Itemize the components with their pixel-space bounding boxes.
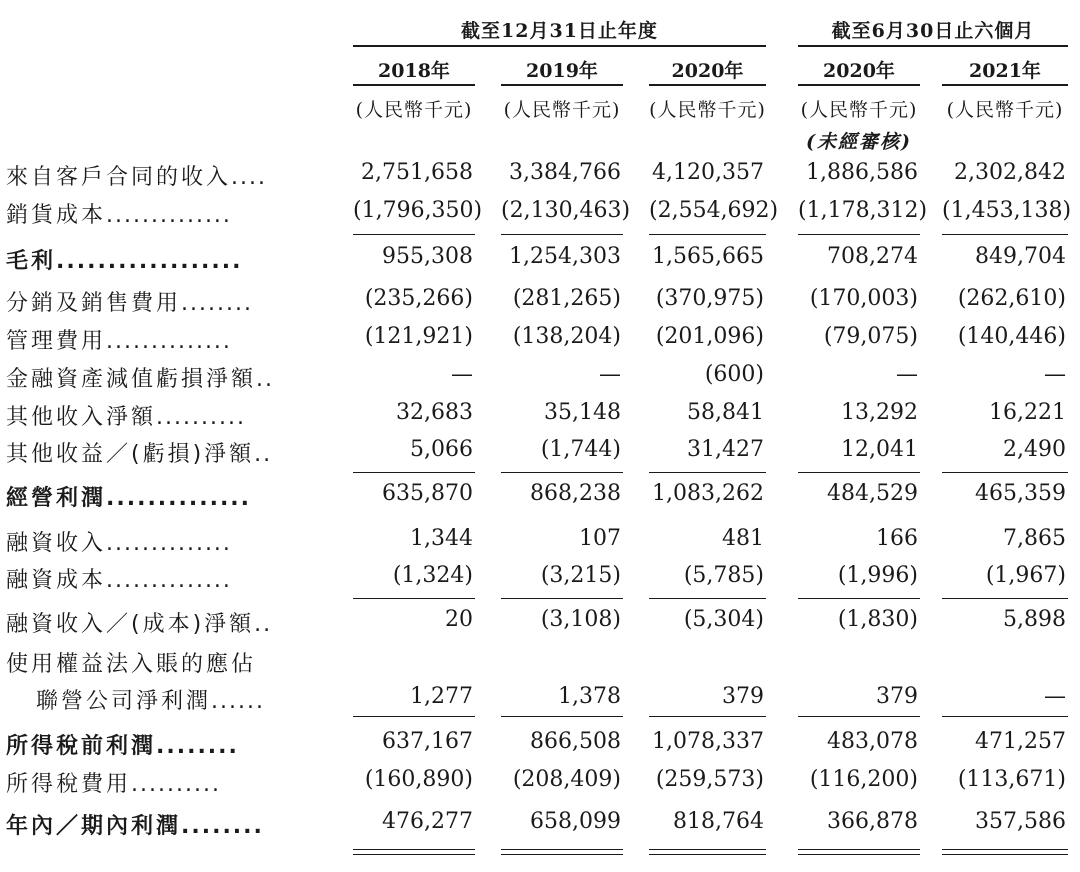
value-cell: 868,238 — [530, 481, 621, 506]
value-cell: 32,683 — [396, 400, 473, 425]
value-cell: 637,167 — [382, 729, 473, 754]
value-cell: 35,148 — [544, 400, 621, 425]
column-header — [942, 56, 1068, 86]
subtotal-rule — [501, 598, 623, 599]
column-header-label: 2019年 — [526, 60, 598, 82]
value-cell: 107 — [579, 526, 621, 551]
column-header-label: 2020年 — [671, 60, 744, 82]
row-label — [6, 729, 239, 760]
leader-dots: .. — [254, 442, 273, 467]
total-double-rule — [942, 849, 1068, 855]
value-cell: — — [1044, 684, 1066, 709]
unit-label: (人民幣千元) — [800, 99, 918, 121]
unaudited-note: (未經審核) — [806, 131, 912, 153]
subtotal-rule — [942, 598, 1068, 599]
row-label-text: 經營利潤 — [6, 486, 107, 511]
leader-dots: ........ — [181, 291, 253, 316]
row-label — [6, 198, 232, 229]
header-rule — [798, 84, 920, 86]
value-cell: 1,886,586 — [806, 160, 918, 185]
total-double-rule — [353, 849, 475, 855]
row-label — [6, 563, 232, 594]
value-cell: (140,446) — [957, 324, 1066, 349]
row-label-text: 融資成本 — [6, 568, 107, 593]
row-label-text: 金融資產減值虧損淨額 — [6, 367, 257, 392]
row-label-text: 來自客戶合同的收入 — [6, 165, 232, 190]
header-rule — [353, 84, 475, 86]
row-label-text: 其他收入淨額 — [6, 405, 157, 430]
value-cell: (5,304) — [683, 607, 764, 632]
value-cell: 483,078 — [827, 729, 918, 754]
row-label-text: 所得稅前利潤 — [6, 734, 157, 759]
leader-dots: .... — [231, 165, 267, 190]
value-cell: (1,744) — [540, 437, 621, 462]
column-header-label: 2021年 — [969, 60, 1041, 82]
value-cell: 635,870 — [382, 481, 473, 506]
row-label-text: 年內／期內利潤 — [6, 814, 182, 839]
subtotal-rule — [649, 598, 766, 599]
unit-label: (人民幣千元) — [355, 99, 473, 121]
subtotal-rule — [649, 716, 766, 717]
value-cell: 7,865 — [1003, 526, 1066, 551]
value-cell: 955,308 — [382, 244, 473, 269]
value-cell: (138,204) — [512, 324, 621, 349]
row-label — [6, 400, 246, 431]
value-cell: 708,274 — [827, 244, 918, 269]
value-cell: 4,120,357 — [652, 160, 764, 185]
value-cell: (2,130,463) — [501, 198, 631, 223]
value-cell: 31,427 — [687, 437, 764, 462]
value-cell: 20 — [445, 607, 473, 632]
value-cell: (262,610) — [957, 286, 1066, 311]
value-cell: (2,554,692) — [649, 198, 779, 223]
value-cell: 2,490 — [1003, 437, 1066, 462]
value-cell: (5,785) — [683, 563, 764, 588]
subtotal-rule — [942, 472, 1068, 473]
leader-dots: .............. — [106, 531, 232, 556]
leader-dots: .............. — [106, 203, 232, 228]
subtotal-rule — [649, 234, 766, 235]
unit-label: (人民幣千元) — [503, 99, 621, 121]
row-label-text: 所得稅費用 — [6, 772, 132, 797]
row-label — [6, 362, 274, 393]
value-cell: (1,324) — [392, 563, 473, 588]
leader-dots: ...... — [211, 689, 265, 714]
subtotal-rule — [501, 716, 623, 717]
value-cell: 13,292 — [841, 400, 918, 425]
value-cell: 1,277 — [410, 684, 473, 709]
row-label-text: 毛利 — [6, 249, 57, 274]
value-cell: 379 — [722, 684, 764, 709]
value-cell: (235,266) — [364, 286, 473, 311]
row-label — [6, 481, 251, 512]
header-group-half-label: 截至6月30日止六個月 — [831, 20, 1035, 42]
value-cell: (208,409) — [512, 767, 621, 792]
value-cell: 476,277 — [382, 809, 473, 834]
value-cell: 357,586 — [975, 809, 1066, 834]
column-header — [501, 56, 623, 86]
row-label — [6, 526, 232, 557]
value-cell: (121,921) — [364, 324, 473, 349]
value-cell: 166 — [876, 526, 918, 551]
total-double-rule — [649, 849, 766, 855]
header-group-half-year — [798, 16, 1068, 46]
leader-dots: .............. — [106, 486, 252, 511]
value-cell: — — [896, 362, 918, 387]
row-label-text: 使用權益法入賬的應佔 — [6, 652, 257, 677]
row-label-text: 銷貨成本 — [6, 203, 107, 228]
header-rule — [798, 45, 1068, 47]
row-label — [6, 809, 264, 840]
value-cell: (170,003) — [809, 286, 918, 311]
value-cell: (1,178,312) — [798, 198, 928, 223]
subtotal-rule — [353, 716, 475, 717]
leader-dots: .......... — [131, 772, 221, 797]
value-cell: (370,975) — [655, 286, 764, 311]
value-cell: (281,265) — [512, 286, 621, 311]
value-cell: (1,996) — [837, 563, 918, 588]
value-cell: 1,378 — [558, 684, 621, 709]
subtotal-rule — [353, 598, 475, 599]
value-cell: 366,878 — [827, 809, 918, 834]
header-rule — [501, 84, 623, 86]
subtotal-rule — [942, 716, 1068, 717]
row-label-text: 融資收入 — [6, 531, 107, 556]
value-cell: 481 — [722, 526, 764, 551]
value-cell: 484,529 — [827, 481, 918, 506]
leader-dots: .............. — [106, 329, 232, 354]
value-cell: 818,764 — [673, 809, 764, 834]
value-cell: 2,751,658 — [361, 160, 473, 185]
value-cell: 2,302,842 — [954, 160, 1066, 185]
value-cell: (160,890) — [364, 767, 473, 792]
header-rule — [353, 45, 766, 47]
row-label-text: 融資收入／(成本)淨額 — [6, 612, 255, 637]
value-cell: (259,573) — [655, 767, 764, 792]
value-cell: — — [1044, 362, 1066, 387]
leader-dots: ........ — [181, 814, 264, 839]
row-label — [6, 767, 221, 798]
value-cell: 1,344 — [410, 526, 473, 551]
value-cell: 1,083,262 — [652, 481, 764, 506]
subtotal-rule — [798, 234, 920, 235]
column-header — [798, 56, 920, 86]
value-cell: 3,384,766 — [509, 160, 621, 185]
value-cell: 1,254,303 — [509, 244, 621, 269]
row-label-text: 其他收益／(虧損)淨額 — [6, 442, 255, 467]
column-header-label: 2018年 — [378, 60, 450, 82]
total-double-rule — [501, 849, 623, 855]
value-cell: 5,066 — [410, 437, 473, 462]
row-label — [6, 437, 272, 468]
leader-dots: .. — [254, 612, 273, 637]
value-cell: 849,704 — [975, 244, 1066, 269]
value-cell: (116,200) — [809, 767, 918, 792]
subtotal-rule — [798, 472, 920, 473]
value-cell: (79,075) — [823, 324, 918, 349]
leader-dots: ........ — [156, 734, 239, 759]
header-group-year — [353, 16, 766, 46]
value-cell: 658,099 — [530, 809, 621, 834]
value-cell: (113,671) — [957, 767, 1066, 792]
row-label — [6, 160, 267, 191]
value-cell: 465,359 — [975, 481, 1066, 506]
row-label — [6, 647, 256, 678]
value-cell: — — [599, 362, 621, 387]
value-cell: 1,565,665 — [652, 244, 764, 269]
row-label-text: 管理費用 — [6, 329, 107, 354]
value-cell: 16,221 — [989, 400, 1066, 425]
unit-label: (人民幣千元) — [946, 99, 1064, 121]
value-cell: 58,841 — [687, 400, 764, 425]
header-group-year-label: 截至12月31日止年度 — [461, 20, 658, 42]
column-header — [649, 56, 766, 86]
header-rule — [942, 84, 1068, 86]
unit-label: (人民幣千元) — [649, 99, 766, 121]
row-label-text: 分銷及銷售費用 — [6, 291, 182, 316]
value-cell: 5,898 — [1003, 607, 1066, 632]
leader-dots: .......... — [156, 405, 246, 430]
row-label — [36, 684, 265, 715]
row-label-text: 聯營公司淨利潤 — [36, 689, 212, 714]
subtotal-rule — [942, 234, 1068, 235]
value-cell: (1,967) — [985, 563, 1066, 588]
column-header-label: 2020年 — [823, 60, 895, 82]
value-cell: 1,078,337 — [652, 729, 764, 754]
row-label — [6, 324, 232, 355]
total-double-rule — [798, 849, 920, 855]
subtotal-rule — [798, 598, 920, 599]
value-cell: (201,096) — [655, 324, 764, 349]
subtotal-rule — [353, 472, 475, 473]
value-cell: (1,453,138) — [942, 198, 1072, 223]
value-cell: (600) — [704, 362, 764, 387]
value-cell: 866,508 — [530, 729, 621, 754]
leader-dots: .. — [256, 367, 275, 392]
row-label — [6, 286, 253, 317]
column-header — [353, 56, 475, 86]
header-rule — [649, 84, 766, 86]
subtotal-rule — [798, 716, 920, 717]
leader-dots: .................. — [56, 249, 243, 274]
value-cell: (1,830) — [837, 607, 918, 632]
value-cell: 379 — [876, 684, 918, 709]
value-cell: (3,215) — [540, 563, 621, 588]
row-label — [6, 244, 242, 275]
value-cell: (1,796,350) — [353, 198, 483, 223]
value-cell: 12,041 — [841, 437, 918, 462]
subtotal-rule — [501, 234, 623, 235]
subtotal-rule — [353, 234, 475, 235]
leader-dots: .............. — [106, 568, 232, 593]
value-cell: — — [451, 362, 473, 387]
row-label — [6, 607, 272, 638]
subtotal-rule — [501, 472, 623, 473]
subtotal-rule — [649, 472, 766, 473]
value-cell: (3,108) — [540, 607, 621, 632]
value-cell: 471,257 — [975, 729, 1066, 754]
